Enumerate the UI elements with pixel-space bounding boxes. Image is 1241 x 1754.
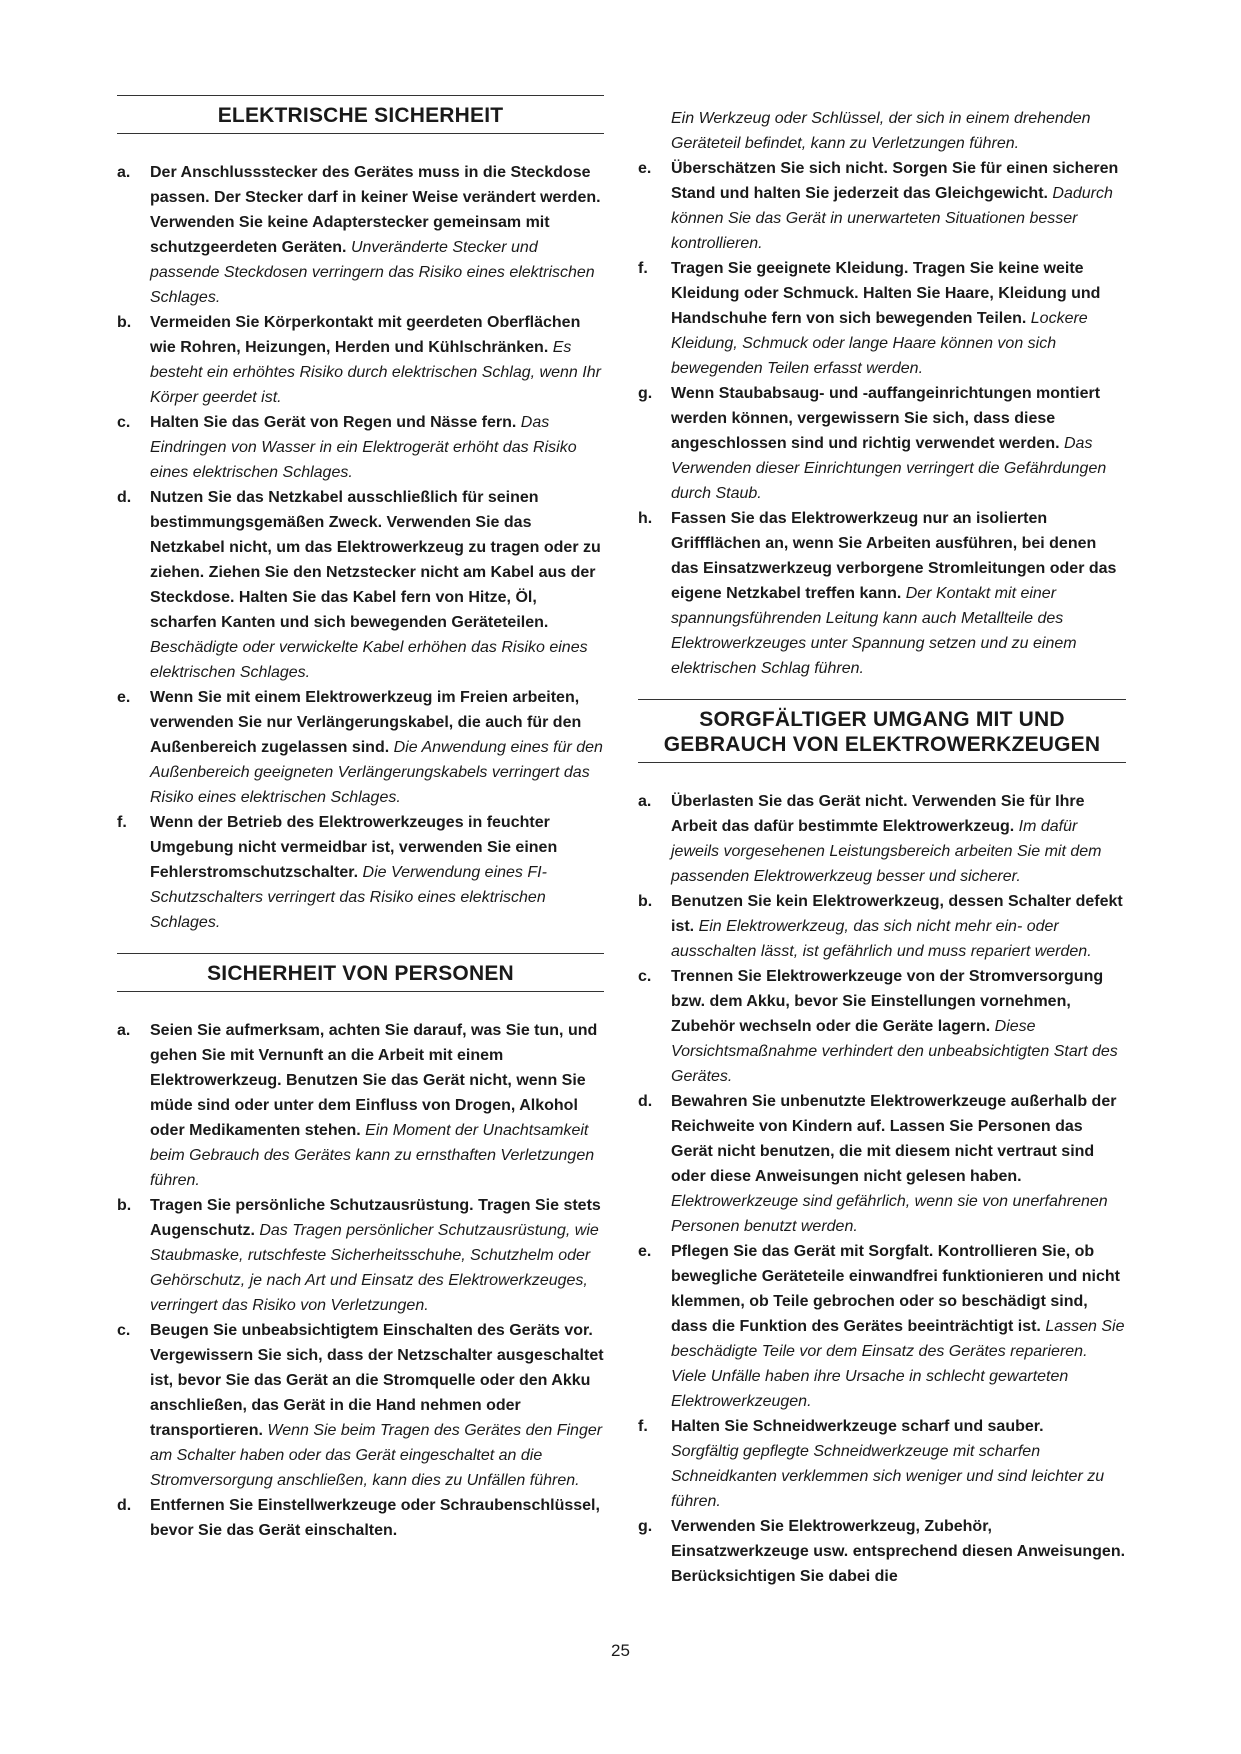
list-item: f. Halten Sie Schneidwerkzeuge scharf und sauber. Sorgfältig gepflegte Schneidwerkzeuge mit scharfen Schneidkanten verklemmen sich weniger und sind leichter zu führen.: [638, 1418, 1105, 1510]
list-item: g. Verwenden Sie Elektrowerkzeug, Zubehör, Einsatzwerkzeuge usw. entsprechend diesen Anweisungen. Berücksichtigen Sie dabei die: [638, 1518, 1126, 1585]
list-item: b. Vermeiden Sie Körperkontakt mit geerdeten Oberflächen wie Rohren, Heizungen, Herden und Kühlschränken. Es besteht ein erhöhtes Risiko durch elektrischen Schlag, wenn Ihr Körper geerdet ist.: [117, 314, 601, 406]
section-title-line: SORGFÄLTIGER UMGANG MIT UND: [699, 708, 1065, 731]
personal-safety-list-continued: [638, 156, 1126, 681]
personal-safety-list: [117, 1018, 604, 1543]
left-column: [117, 95, 604, 1543]
list-item: f. Tragen Sie geeignete Kleidung. Tragen Sie keine weite Kleidung oder Schmuck. Halten Sie Haare, Kleidung und Handschuhe fern von sich bewegenden Teilen. Lockere Kleidung, Schmuck oder lange Haare können von sich bewegenden Teilen erfasst werden.: [638, 260, 1101, 377]
list-item: e. Pflegen Sie das Gerät mit Sorgfalt. Kontrollieren Sie, ob bewegliche Geräteteile einwandfrei funktionieren und nicht klemmen, ob Teile gebrochen oder so beschädigt sind, dass die Funktion des Gerätes beeinträchtigt ist. Lassen Sie beschädigte Teile vor dem Einsatz des Gerätes reparieren. Viele Unfälle haben ihre Ursache in schlecht gewarteten Elektrowerkzeugen.: [638, 1243, 1125, 1410]
list-item: b. Benutzen Sie kein Elektrowerkzeug, dessen Schalter defekt ist. Ein Elektrowerkzeug, das sich nicht mehr ein- oder ausschalten lässt, ist gefährlich und muss repariert werden.: [638, 893, 1123, 960]
list-item: h. Fassen Sie das Elektrowerkzeug nur an isolierten Griffflächen an, wenn Sie Arbeiten ausführen, bei denen das Einsatzwerkzeug verborgene Stromleitungen oder das eigene Netzkabel treffen kann. Der Kontakt mit einer spannungsführenden Leitung kann auch Metallteile des Elektrowerkzeuges unter Spannung setzen und zu einem elektrischen Schlag führen.: [638, 510, 1117, 677]
list-item: d. Entfernen Sie Einstellwerkzeuge oder Schraubenschlüssel, bevor Sie das Gerät einschalten.: [117, 1497, 600, 1539]
electrical-safety-list: [117, 160, 604, 935]
section-title-personal-safety: SICHERHEIT VON PERSONEN: [117, 953, 604, 992]
list-item: d. Nutzen Sie das Netzkabel ausschließlich für seinen bestimmungsgemäßen Zweck. Verwenden Sie das Netzkabel nicht, um das Elektrowerkzeug zu tragen oder zu ziehen. Ziehen Sie den Netzstecker nicht am Kabel aus der Steckdose. Halten Sie das Kabel fern von Hitze, Öl, scharfen Kanten und sich bewegenden Geräteteilen. Beschädigte oder verwickelte Kabel erhöhen das Risiko eines elektrischen Schlages.: [117, 489, 601, 681]
list-item: c. Halten Sie das Gerät von Regen und Nässe fern. Das Eindringen von Wasser in ein Elektrogerät erhöht das Risiko eines elektrischen Schlages.: [117, 414, 577, 481]
list-item: a. Der Anschlussstecker des Gerätes muss in die Steckdose passen. Der Stecker darf in keiner Weise verändert werden. Verwenden Sie keine Adapterstecker gemeinsam mit schutzgeerdeten Geräten. Unveränderte Stecker und passende Steckdosen verringern das Risiko eines elektrischen Schlages.: [117, 164, 601, 306]
page-number: 25: [611, 1641, 630, 1660]
list-item: d. Bewahren Sie unbenutzte Elektrowerkzeuge außerhalb der Reichweite von Kindern auf. Lassen Sie Personen das Gerät nicht benutzen, die mit diesem nicht vertraut sind oder diese Anweisungen nicht gelesen haben. Elektrowerkzeuge sind gefährlich, wenn sie von unerfahrenen Personen benutzt werden.: [638, 1093, 1117, 1235]
section-title-tool-use: [638, 699, 1126, 763]
tool-use-list: [638, 789, 1126, 1589]
list-item: e. Überschätzen Sie sich nicht. Sorgen Sie für einen sicheren Stand und halten Sie jederzeit das Gleichgewicht. Dadurch können Sie das Gerät in unerwarteten Situationen besser kontrollieren.: [638, 160, 1119, 252]
list-item: c. Beugen Sie unbeabsichtigtem Einschalten des Geräts vor. Vergewissern Sie sich, dass der Netzschalter ausgeschaltet ist, bevor Sie das Gerät an die Stromquelle oder den Akku anschließen, das Gerät in die Hand nehmen oder transportieren. Wenn Sie beim Tragen des Gerätes den Finger am Schalter haben oder das Gerät eingeschaltet an die Stromversorgung anschließen, kann dies zu Unfällen führen.: [117, 1322, 604, 1489]
list-item: c. Trennen Sie Elektrowerkzeuge von der Stromversorgung bzw. dem Akku, bevor Sie Einstellungen vornehmen, Zubehör wechseln oder die Geräte lagern. Diese Vorsichtsmaßnahme verhindert den unbeabsichtigten Start des Gerätes.: [638, 968, 1118, 1085]
list-item: e. Wenn Sie mit einem Elektrowerkzeug im Freien arbeiten, verwenden Sie nur Verlängerungskabel, die auch für den Außenbereich zugelassen sind. Die Anwendung eines für den Außenbereich geeigneten Verlängerungskabels verringert das Risiko eines elektrischen Schlages.: [117, 689, 603, 806]
list-item: a. Überlasten Sie das Gerät nicht. Verwenden Sie für Ihre Arbeit das dafür bestimmte Elektrowerkzeug. Im dafür jeweils vorgesehenen Leistungsbereich arbeiten Sie mit dem passenden Elektrowerkzeug besser und sicherer.: [638, 793, 1102, 885]
list-item: a. Seien Sie aufmerksam, achten Sie darauf, was Sie tun, und gehen Sie mit Vernunft an die Arbeit mit einem Elektrowerkzeug. Benutzen Sie das Gerät nicht, wenn Sie müde sind oder unter dem Einfluss von Drogen, Alkohol oder Medikamenten stehen. Ein Moment der Unachtsamkeit beim Gebrauch des Gerätes kann zu ernsthaften Verletzungen führen.: [117, 1022, 598, 1189]
section-title-electrical-safety: ELEKTRISCHE SICHERHEIT: [117, 95, 604, 134]
section-title-line: GEBRAUCH VON ELEKTROWERKZEUGEN: [663, 733, 1101, 756]
list-item: b. Tragen Sie persönliche Schutzausrüstung. Tragen Sie stets Augenschutz. Das Tragen persönlicher Schutzausrüstung, wie Staubmaske, rutschfeste Sicherheitsschuhe, Schutzhelm oder Gehörschutz, je nach Art und Einsatz des Elektrowerkzeuges, verringert das Risiko von Verletzungen.: [117, 1197, 601, 1314]
continuation-text: Ein Werkzeug oder Schlüssel, der sich in einem drehenden Geräteteil befindet, kann zu Verletzungen führen.: [671, 110, 1091, 152]
list-item: f. Wenn der Betrieb des Elektrowerkzeuges in feuchter Umgebung nicht vermeidbar ist, verwenden Sie einen Fehlerstromschutzschalter. Die Verwendung eines FI-Schutzschalters verringert das Risiko eines elektrischen Schlages.: [117, 814, 558, 931]
list-item: g. Wenn Staubabsaug- und -auffangeinrichtungen montiert werden können, vergewissern Sie sich, dass diese angeschlossen sind und richtig verwendet werden. Das Verwenden dieser Einrichtungen verringert die Gefährdungen durch Staub.: [638, 385, 1107, 502]
right-column: [638, 106, 1126, 1589]
